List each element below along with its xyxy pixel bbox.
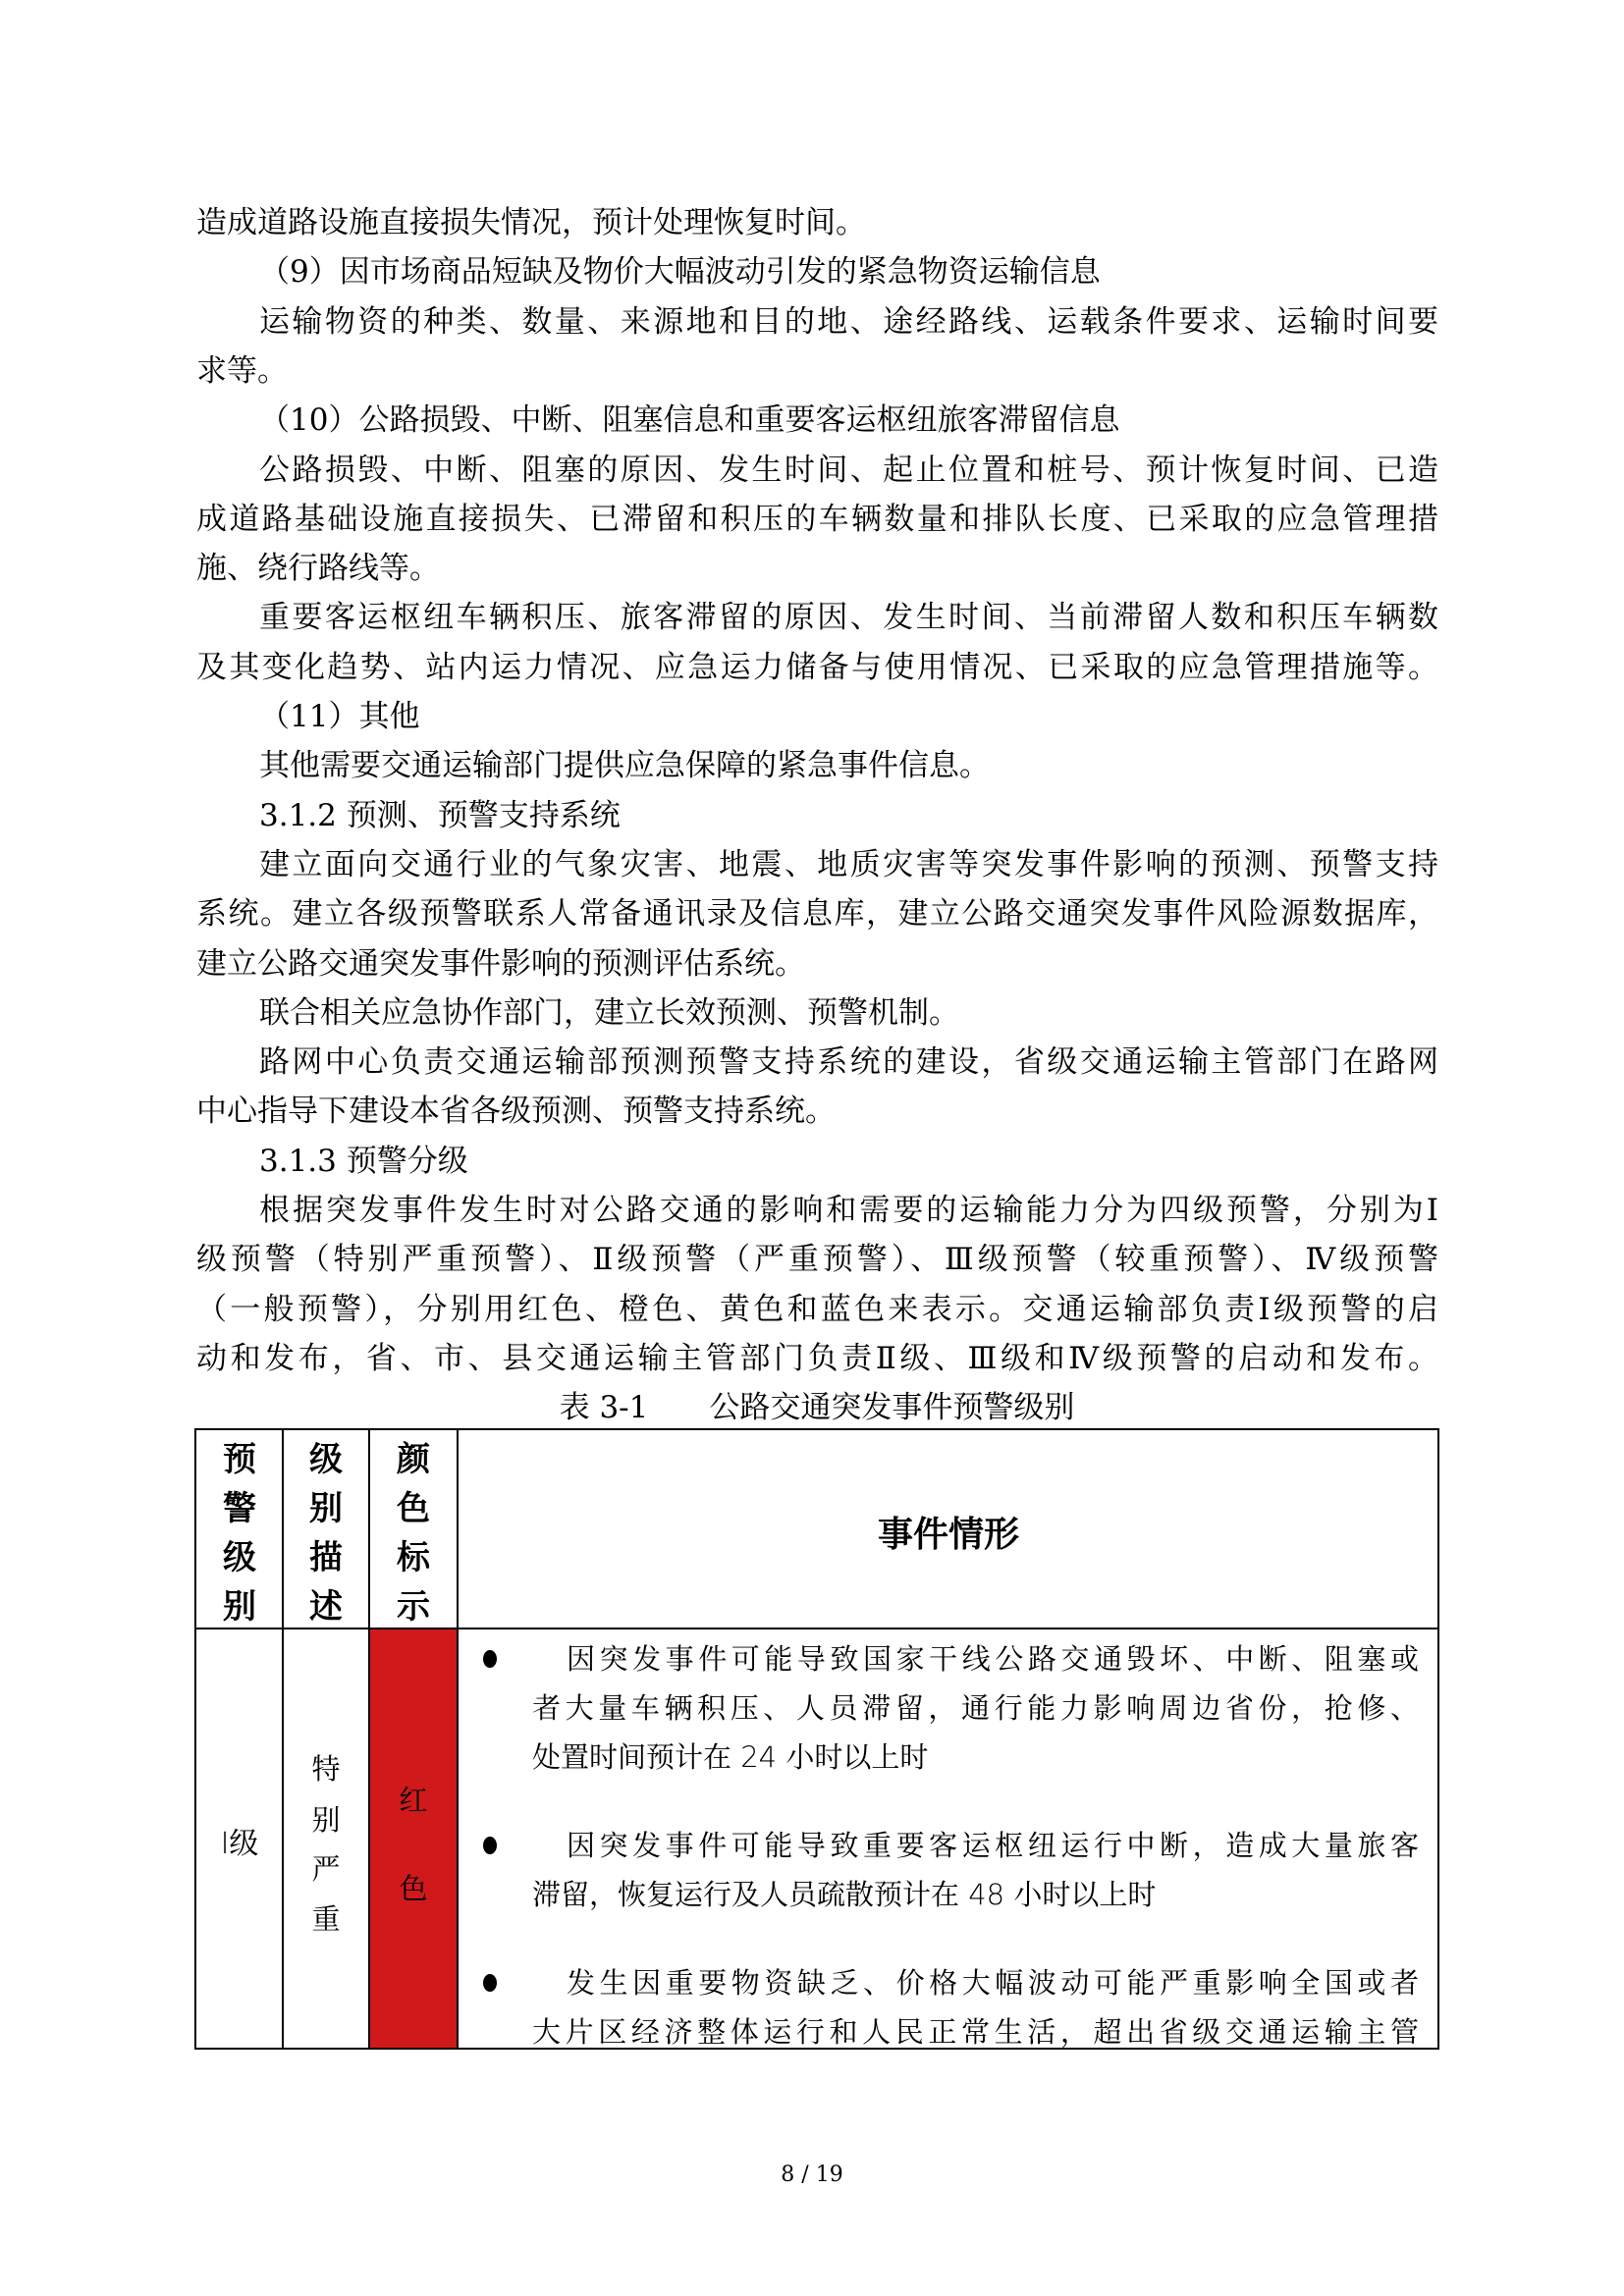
text-line: 级预警（特别严重预警）、Ⅱ级预警（严重预警）、Ⅲ级预警（较重预警）、Ⅳ级预警 bbox=[196, 1242, 1438, 1278]
page-number: 8 / 19 bbox=[781, 2163, 843, 2187]
row-description-char: 特 bbox=[311, 1752, 341, 1786]
row-color-char: 红 bbox=[399, 1784, 428, 1817]
header-description-char: 描 bbox=[309, 1538, 343, 1577]
header-color-char: 示 bbox=[397, 1587, 430, 1627]
row-level: Ⅰ级 bbox=[220, 1827, 259, 1861]
text-line: 及其变化趋势、站内运力情况、应急运力储备与使用情况、已采取的应急管理措施等。 bbox=[196, 649, 1438, 685]
event-situation-line: 因突发事件可能导致国家干线公路交通毁坏、中断、阻塞或 bbox=[567, 1642, 1419, 1676]
text-line: 中心指导下建设本省各级预测、预警支持系统。 bbox=[196, 1094, 836, 1130]
header-color-char: 色 bbox=[397, 1489, 430, 1528]
text-line: （一般预警），分别用红色、橙色、黄色和蓝色来表示。交通运输部负责Ⅰ级预警的启 bbox=[196, 1291, 1438, 1327]
event-situation-line: 处置时间预计在 24 小时以上时 bbox=[532, 1740, 929, 1774]
text-line: 动和发布，省、市、县交通运输主管部门负责Ⅱ级、Ⅲ级和Ⅳ级预警的启动和发布。 bbox=[196, 1340, 1438, 1376]
text-line: 造成道路设施直接损失情况，预计处理恢复时间。 bbox=[196, 205, 866, 240]
row-description-char: 严 bbox=[311, 1852, 341, 1886]
text-line: 路网中心负责交通运输部预测预警支持系统的建设，省级交通运输主管部门在路网 bbox=[259, 1044, 1438, 1081]
text-line: 建立面向交通行业的气象灾害、地震、地质灾害等突发事件影响的预测、预警支持 bbox=[259, 846, 1438, 882]
event-situation-line: 大片区经济整体运行和人民正常生活，超出省级交通运输主管 bbox=[532, 2015, 1419, 2049]
header-level-char: 预 bbox=[223, 1440, 256, 1479]
text-line: 3.1.2 预测、预警支持系统 bbox=[259, 797, 621, 833]
header-divider bbox=[196, 1628, 1437, 1629]
row-color-char: 色 bbox=[399, 1872, 428, 1905]
text-line: 3.1.3 预警分级 bbox=[259, 1143, 468, 1179]
text-line: 根据突发事件发生时对公路交通的影响和需要的运输能力分为四级预警，分别为Ⅰ bbox=[259, 1193, 1438, 1228]
row-description-char: 重 bbox=[311, 1902, 341, 1936]
event-situation-line: 滞留，恢复运行及人员疏散预计在 48 小时以上时 bbox=[532, 1878, 1157, 1911]
warning-level-table bbox=[194, 1428, 1439, 2050]
bullet-icon bbox=[483, 1650, 497, 1668]
header-description-char: 述 bbox=[309, 1587, 343, 1627]
header-level-char: 警 bbox=[223, 1489, 256, 1528]
header-level-char: 级 bbox=[223, 1538, 256, 1577]
header-color-char: 颜 bbox=[397, 1440, 430, 1479]
text-line: 施、绕行路线等。 bbox=[196, 551, 440, 587]
text-line: 其他需要交通运输部门提供应急保障的紧急事件信息。 bbox=[259, 748, 990, 784]
event-situation-line: 发生因重要物资缺乏、价格大幅波动可能严重影响全国或者 bbox=[567, 1966, 1419, 2000]
red-color-cell bbox=[370, 1629, 458, 2048]
event-situation-line: 因突发事件可能导致重要客运枢纽运行中断，造成大量旅客 bbox=[567, 1829, 1419, 1862]
text-line: 成道路基础设施直接损失、已滞留和积压的车辆数量和排队长度、已采取的应急管理措 bbox=[196, 501, 1438, 537]
text-line: （9）因市场商品短缺及物价大幅波动引发的紧急物资运输信息 bbox=[259, 254, 1101, 291]
row-description-char: 别 bbox=[311, 1803, 341, 1837]
text-line: 系统。建立各级预警联系人常备通讯录及信息库，建立公路交通突发事件风险源数据库， bbox=[196, 896, 1438, 933]
text-line: 联合相关应急协作部门，建立长效预测、预警机制。 bbox=[259, 994, 959, 1031]
text-line: （11）其他 bbox=[259, 699, 420, 734]
column-divider bbox=[457, 1430, 459, 2048]
text-line: （10）公路损毁、中断、阻塞信息和重要客运枢纽旅客滞留信息 bbox=[259, 402, 1120, 439]
event-situation-line: 者大量车辆积压、人员滞留，通行能力影响周边省份，抢修、 bbox=[532, 1691, 1419, 1725]
bullet-icon bbox=[483, 1974, 497, 1992]
text-line: 公路损毁、中断、阻塞的原因、发生时间、起止位置和桩号、预计恢复时间、已造 bbox=[259, 452, 1438, 488]
text-line: 重要客运枢纽车辆积压、旅客滞留的原因、发生时间、当前滞留人数和积压车辆数 bbox=[259, 600, 1438, 636]
header-level-char: 别 bbox=[223, 1587, 256, 1627]
text-line: 建立公路交通突发事件影响的预测评估系统。 bbox=[196, 945, 805, 982]
text-line: 求等。 bbox=[196, 352, 288, 389]
header-description-char: 别 bbox=[309, 1489, 343, 1528]
header-color-char: 标 bbox=[397, 1538, 430, 1577]
header-description-char: 级 bbox=[309, 1440, 343, 1479]
table-caption: 表 3-1 公路交通突发事件预警级别 bbox=[559, 1390, 1075, 1425]
header-event-situation: 事件情形 bbox=[877, 1514, 1019, 1555]
bullet-icon bbox=[483, 1837, 497, 1854]
text-line: 运输物资的种类、数量、来源地和目的地、途经路线、运载条件要求、运输时间要 bbox=[259, 303, 1438, 340]
